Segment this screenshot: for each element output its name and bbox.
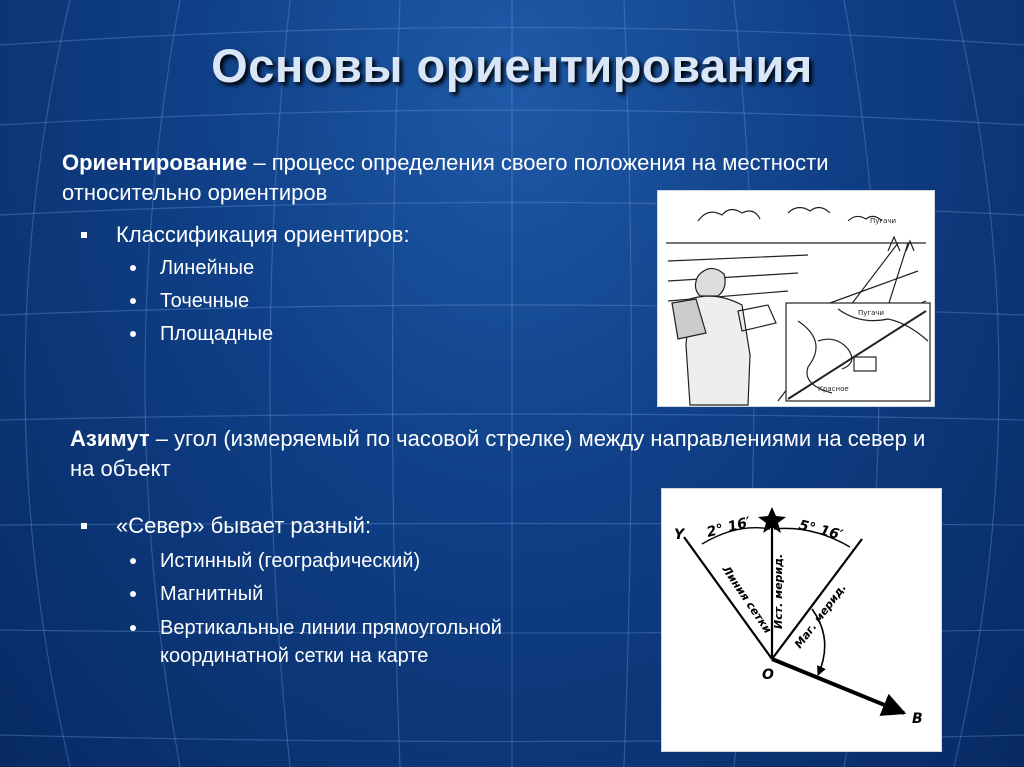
map-label: Пугачи — [858, 309, 885, 317]
origin-label: O — [762, 667, 774, 683]
list-item-label: Площадные — [160, 323, 274, 345]
azimuth-diagram-svg — [662, 489, 941, 751]
angle-label-1: 2° 16′ — [705, 514, 753, 541]
orientation-sketch — [658, 191, 934, 406]
list-item — [160, 580, 263, 608]
azimuth-term: Азимут — [70, 426, 150, 451]
square-bullet-icon — [81, 232, 87, 238]
round-bullet-icon — [130, 625, 136, 631]
grid-line-label: Линия сетки — [719, 563, 775, 636]
magnetic-meridian-line — [772, 539, 862, 659]
list-item-label: Точечные — [160, 290, 250, 312]
round-bullet-icon — [130, 558, 136, 564]
azimuth-definition — [70, 424, 950, 484]
magnetic-meridian-label: Маг. мерид. — [792, 581, 849, 651]
round-bullet-icon — [130, 265, 136, 271]
orientation-term: Ориентирование — [62, 150, 248, 175]
landmarks-classification-item — [116, 222, 410, 248]
list-item — [160, 547, 420, 575]
target-label: B — [912, 711, 923, 727]
list-item — [160, 614, 610, 670]
list-item — [160, 320, 273, 348]
map-label: Красное — [818, 385, 849, 393]
azimuth-diagram — [661, 488, 942, 752]
north-types-item — [116, 513, 371, 539]
orientation-definition-text: – процесс определения своего положения на местности относительно ориентиров — [62, 150, 829, 205]
landmarks-classification-label: Классификация ориентиров: — [116, 222, 410, 247]
north-types-label: «Север» бывает разный: — [116, 513, 372, 538]
grid-line — [684, 537, 775, 659]
azimuth-arrow — [772, 659, 904, 713]
round-bullet-icon — [130, 591, 136, 597]
y-axis-label: Y — [674, 527, 685, 543]
true-meridian-label: Ист. мерид. — [772, 553, 785, 629]
square-bullet-icon — [81, 523, 87, 529]
list-item — [160, 287, 249, 315]
round-bullet-icon — [130, 298, 136, 304]
list-item — [160, 254, 254, 282]
list-item-label: Вертикальные линии прямоугольной координатной сетки на карте — [160, 617, 502, 667]
angle-label-2: 5° 16′ — [797, 517, 845, 544]
list-item-label: Линейные — [160, 257, 255, 279]
map-label: Пугачи — [870, 217, 897, 225]
list-item-label: Магнитный — [160, 583, 264, 605]
page-title: Основы ориентирования — [211, 39, 813, 92]
orientation-illustration — [657, 190, 935, 407]
azimuth-definition-text: – угол (измеряемый по часовой стрелке) между направлениями на север и на объект — [70, 426, 926, 481]
round-bullet-icon — [130, 331, 136, 337]
list-item-label: Истинный (географический) — [160, 550, 421, 572]
